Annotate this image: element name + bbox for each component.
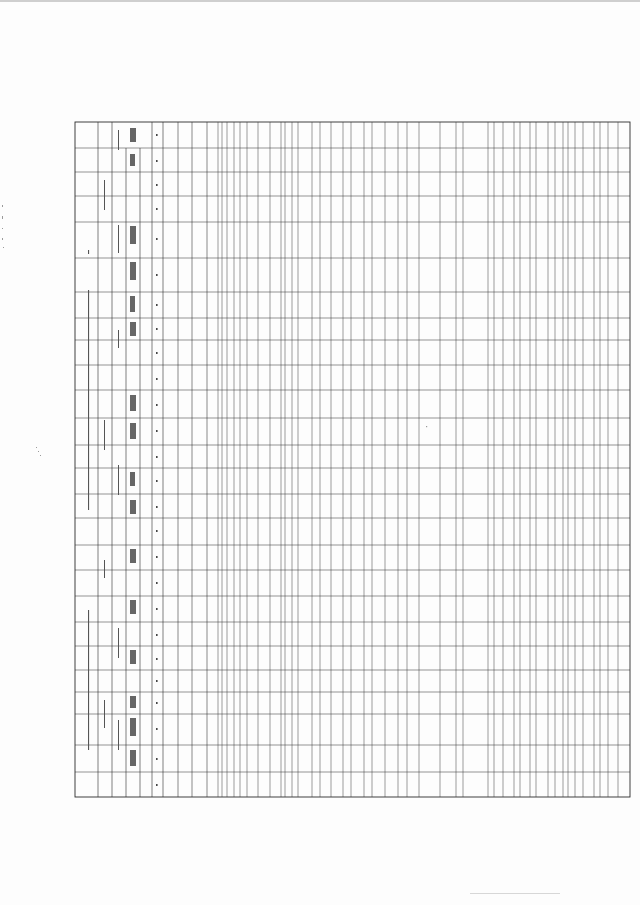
bottom-scan-artifact (470, 893, 560, 895)
form-table (75, 122, 630, 797)
body-vertical-rules (218, 122, 618, 797)
header-horizontal-rules (75, 148, 630, 772)
artifact-line (470, 893, 560, 894)
column-number-row (156, 134, 158, 786)
header-tier-lines (98, 122, 163, 797)
table-frame (75, 122, 630, 797)
stub-rules (178, 122, 207, 797)
scan-specks (2, 205, 427, 456)
rotated-header-marks (88, 130, 119, 750)
